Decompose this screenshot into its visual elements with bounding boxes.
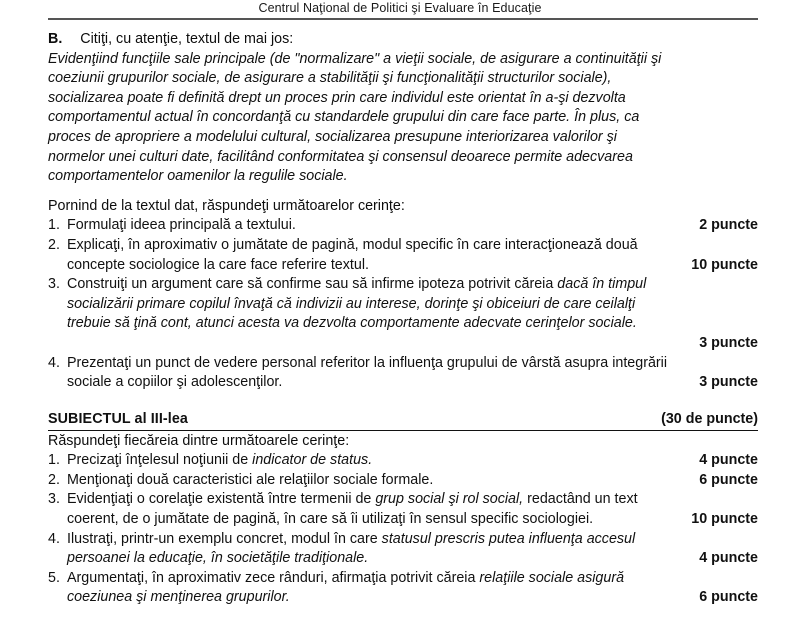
quote-line-text: proces de apropriere a modelului cultural, socializarea presupune interiorizarea valorilor şi — [48, 128, 617, 145]
requirement-text-italic: indicator de status. — [252, 452, 373, 469]
requirement-text-italic: relaţiile sociale asigură — [479, 569, 625, 586]
requirement-item — [48, 451, 758, 471]
requirement-line — [67, 295, 758, 315]
requirement-number: 2. — [48, 236, 60, 253]
quote-line-text: comportamentul actual în concordanţă cu standardele grupului din care face parte. În plus, ca — [48, 109, 640, 126]
quote-line — [48, 167, 758, 187]
requirement-line — [67, 588, 758, 608]
points-label: 4 puncte — [699, 550, 758, 567]
quote-line — [48, 69, 758, 89]
requirement-text-plain: Argumentaţi, în aproximativ zece rânduri, afirmaţia potrivit căreia — [67, 569, 480, 586]
points-label: 6 puncte — [699, 471, 758, 488]
document-content — [48, 28, 758, 608]
requirement-text-italic: persoanei la educaţie, în societăţile tradiţionale. — [67, 550, 369, 567]
requirement-line — [67, 549, 758, 569]
subject-iii-title: SUBIECTUL al III-lea — [48, 410, 188, 427]
requirement-text — [67, 569, 624, 589]
requirement-item — [48, 236, 758, 275]
quote-block — [48, 50, 758, 187]
requirement-text-plain: Construiţi un argument care să confirme sau să infirme ipoteza potrivit căreia — [67, 276, 558, 293]
requirement-line — [67, 256, 758, 276]
subject-iii-heading — [48, 409, 758, 431]
institution-title: Centrul Naţional de Politici şi Evaluare în Educaţie — [258, 1, 542, 15]
requirement-line — [67, 354, 758, 374]
requirement-text-italic: grup social şi rol social, — [375, 491, 524, 508]
page-header — [0, 0, 800, 16]
quote-line-text: coeziunii grupurilor sociale, de asigurare a stabilităţii şi funcţionalităţii structurilor sociale), — [48, 70, 612, 87]
requirement-line — [67, 275, 758, 295]
requirement-text: Prezentaţi un punct de vedere personal referitor la influenţa grupului de vârstă asupra integrării — [67, 354, 668, 371]
requirement-text: sociale a copiilor şi adolescenţilor. — [67, 374, 283, 391]
requirement-line — [67, 216, 758, 236]
requirement-text — [67, 275, 646, 295]
points-label: 3 puncte — [699, 334, 758, 351]
quote-line-text: socializarea poate fi definită drept un proces prin care individul este orientat în a-şi dezvolta — [48, 89, 626, 106]
requirement-text-plain: Ilustraţi, printr-un exemplu concret, modul în care — [67, 530, 382, 547]
requirement-item — [48, 275, 758, 353]
requirement-line — [67, 510, 758, 530]
spacer — [48, 393, 758, 409]
requirement-number: 1. — [48, 452, 60, 469]
points-label: 10 puncte — [691, 511, 758, 528]
section-b-letter: B. — [48, 31, 63, 47]
requirement-text: Menţionaţi două caracteristici ale relaţiilor sociale formale. — [67, 471, 434, 488]
requirement-item — [48, 569, 758, 608]
requirement-text-italic: socializării primare copilul învaţă că indivizii au interese, dorinţe şi obiceiuri de care ceilalţi — [67, 295, 636, 312]
requirement-text: Explicaţi, în aproximativ o jumătate de pagină, modul specific în care interacţionează două — [67, 236, 638, 253]
quote-line — [48, 50, 758, 70]
requirement-text-italic: dacă în timpul — [557, 276, 647, 293]
requirement-number: 2. — [48, 471, 60, 488]
quote-line — [48, 89, 758, 109]
quote-line — [48, 128, 758, 148]
header-divider — [48, 18, 758, 20]
requirement-line — [67, 530, 758, 550]
quote-line-text: Evidenţiind funcţiile sale principale (de "normalizare" a vieţii sociale, de asigurare a continuităţii şi — [48, 50, 662, 67]
requirement-text-plain: Evidenţiaţi o corelaţie existentă între termenii de — [67, 491, 376, 508]
requirement-number: 5. — [48, 569, 60, 586]
requirement-number: 3. — [48, 276, 60, 293]
quote-line-text: comportamentelor oamenilor la regulile sociale. — [48, 168, 348, 185]
spacer — [48, 187, 758, 197]
quote-line — [48, 148, 758, 168]
points-label: 2 puncte — [699, 217, 758, 234]
points-label: 3 puncte — [699, 374, 758, 391]
requirement-line — [67, 314, 758, 334]
requirement-line — [67, 471, 758, 491]
requirement-item — [48, 354, 758, 393]
requirement-line — [67, 569, 758, 589]
requirement-line — [67, 236, 758, 256]
requirement-number: 4. — [48, 530, 60, 547]
requirement-item — [48, 530, 758, 569]
requirement-line — [67, 373, 758, 393]
subject-iii-points: (30 de puncte) — [661, 410, 758, 427]
requirement-line — [67, 451, 758, 471]
requirement-text-plain: redactând un text — [523, 491, 638, 508]
points-label: 4 puncte — [699, 452, 758, 469]
requirement-number: 4. — [48, 354, 60, 371]
points-label: 6 puncte — [699, 589, 758, 606]
requirement-text — [67, 451, 372, 471]
requirement-text: concepte sociologice la care face referire textul. — [67, 256, 369, 273]
requirement-text: Formulaţi ideea principală a textului. — [67, 217, 296, 234]
requirement-text — [67, 490, 638, 510]
section-b-instruction: Citiţi, cu atenţie, textul de mai jos: — [80, 31, 294, 47]
requirement-item — [48, 490, 758, 529]
requirement-text: coerent, de o jumătate de pagină, în care să îi utilizaţi în sensul specific sociologiei. — [67, 511, 594, 528]
requirement-number: 3. — [48, 491, 60, 508]
requirement-text-italic: trebuie să ţină cont, atunci acesta va dezvolta comportamente adecvate cerinţelor sociale. — [67, 315, 637, 332]
requirement-text — [67, 530, 635, 550]
section-iii-lead-in: Răspundeţi fiecăreia dintre următoarele cerinţe: — [48, 432, 350, 449]
quote-line — [48, 108, 758, 128]
requirement-text-italic: coeziunea şi menţinerea grupurilor. — [67, 589, 290, 606]
requirement-number: 1. — [48, 217, 60, 234]
requirement-item — [48, 471, 758, 491]
requirement-item — [48, 216, 758, 236]
requirement-text-italic: statusul prescris putea influenţa accesul — [381, 530, 636, 547]
requirement-line — [67, 490, 758, 510]
quote-line-text: normelor unei culturi date, facilitând conformitatea şi consensul deoarece permite adecvarea — [48, 148, 633, 165]
requirement-text-plain: Precizaţi înţelesul noţiunii de — [67, 452, 253, 469]
section-b-lead-in: Pornind de la textul dat, răspundeţi următoarelor cerinţe: — [48, 197, 405, 214]
section-b-heading — [48, 30, 758, 50]
points-label: 10 puncte — [691, 256, 758, 273]
